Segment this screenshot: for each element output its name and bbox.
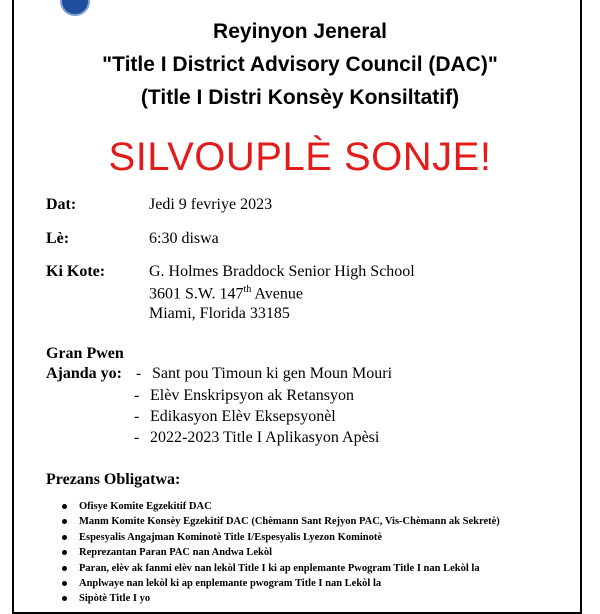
- required-attendance-list: [60, 499, 500, 607]
- date-value: Jedi 9 fevriye 2023: [149, 196, 273, 213]
- list-item: Anplwaye nan lekòl ki ap enplemante pwogram Title I nan Lekòl la: [60, 576, 500, 591]
- reminder-banner: SILVOUPLÈ SONJE!: [108, 135, 492, 179]
- agenda-item: - 2022-2023 Title I Aplikasyon Apèsi: [134, 429, 380, 446]
- meeting-title: Reyinyon Jeneral: [213, 20, 387, 43]
- list-item: Espesyalis Angajman Kominotè Title I/Espesyalis Lyezon Kominotè: [60, 530, 500, 545]
- list-item: Sipòtè Title I yo: [60, 591, 500, 606]
- agenda-label-line2: Ajanda yo:: [46, 365, 123, 382]
- date-label: Dat:: [46, 196, 77, 213]
- list-item: Manm Komite Konsèy Egzekitif DAC (Chèmann Sant Rejyon PAC, Vis-Chèmann ak Sekretè): [60, 514, 500, 529]
- place-city: Miami, Florida 33185: [149, 305, 290, 322]
- required-attendance-title: Prezans Obligatwa:: [46, 471, 181, 488]
- place-label: Ki Kote:: [46, 263, 106, 280]
- time-value: 6:30 diswa: [149, 230, 219, 247]
- council-name-creole: (Title I Distri Konsèy Konsiltatif): [140, 86, 460, 109]
- list-item: Reprezantan Paran PAC nan Andwa Lekòl: [60, 545, 500, 560]
- agenda-item: - Edikasyon Elèv Eksepsyonèl: [134, 408, 336, 425]
- place-school: G. Holmes Braddock Senior High School: [149, 263, 415, 280]
- list-item: Paran, elèv ak fanmi elèv nan lekòl Title I ki ap enplemante Pwogram Title I nan Lekòl la: [60, 561, 500, 576]
- place-street: 3601 S.W. 147th Avenue: [149, 284, 303, 303]
- list-item: Ofisye Komite Egzekitif DAC: [60, 499, 500, 514]
- agenda-item: - Elèv Enskripsyon ak Retansyon: [134, 387, 354, 404]
- council-name: "Title I District Advisory Council (DAC)": [102, 53, 498, 76]
- agenda-label-line1: Gran Pwen: [46, 345, 124, 362]
- time-label: Lè:: [46, 230, 70, 247]
- agenda-item: - Sant pou Timoun ki gen Moun Mouri: [136, 365, 393, 382]
